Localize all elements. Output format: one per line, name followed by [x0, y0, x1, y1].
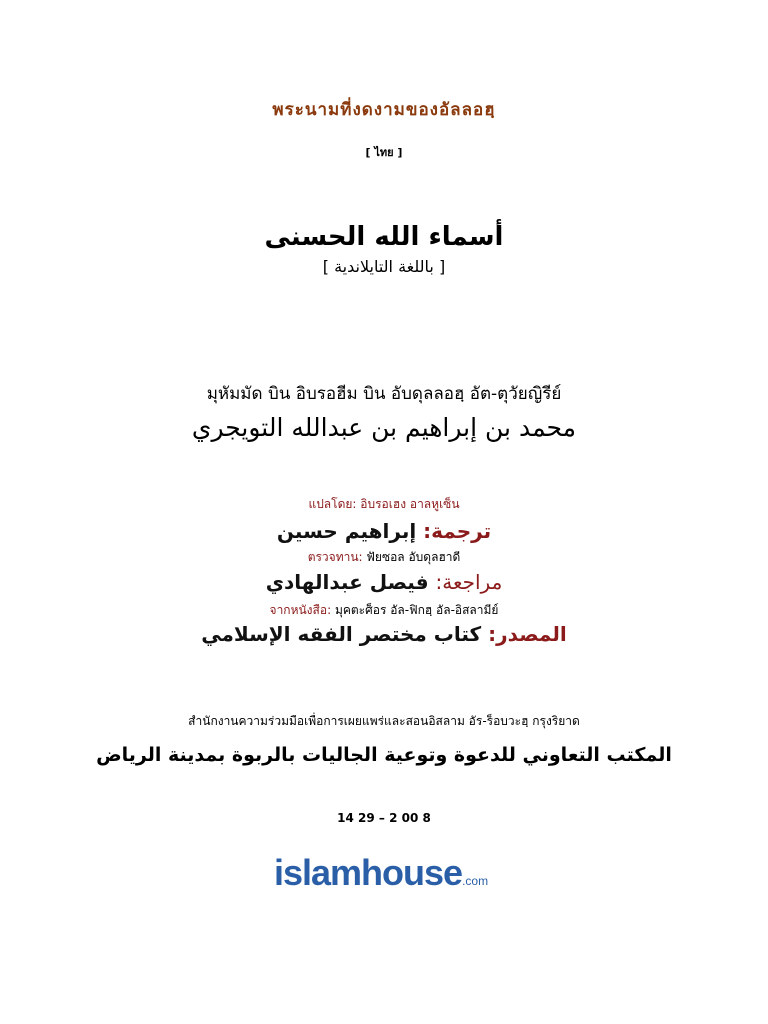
translator-arabic — [0, 519, 768, 543]
thai-title: พระนามที่งดงามของอัลลอฮฺ — [272, 100, 496, 120]
source-label-arabic: المصدر: — [488, 622, 567, 646]
reviewer-arabic — [0, 570, 768, 594]
author-name-arabic: محمد بن إبراهيم بن عبدالله التويجري — [191, 413, 577, 442]
source-thai — [0, 601, 768, 620]
language-label-thai: [ ไทย ] — [365, 146, 403, 159]
reviewer-label-arabic: مراجعة: — [435, 570, 503, 594]
translator-thai: แปลโดย: อิบรอเฮง อาลหูเซ็น — [308, 497, 460, 511]
source-label-thai: จากหนังสือ: — [269, 603, 332, 617]
source-arabic — [0, 622, 768, 646]
logo-wordmark: islamhouse — [274, 852, 463, 893]
language-label-arabic: [ باللغة التايلاندية ] — [322, 257, 446, 276]
publisher-arabic: المكتب التعاوني للدعوة وتوعية الجاليات بالربوة بمدينة الرياض — [96, 744, 672, 766]
source-name-arabic: كتاب مختصر الفقه الإسلامي — [201, 622, 482, 646]
author-name-thai: มุหัมมัด บิน อิบรอฮีม บิน อับดุลลอฮฺ อัต-ตุวัยญิรีย์ — [206, 384, 562, 404]
publisher-thai: สำนักงานความร่วมมือเพื่อการเผยแพร่และสอนอิสลาม อัร-ร็อบวะฮฺ กรุงริยาด — [188, 714, 580, 728]
islamhouse-logo[interactable] — [274, 852, 496, 896]
reviewer-thai — [0, 548, 768, 567]
reviewer-name-thai: ฟัยซอล อับดุลฮาดี — [366, 550, 461, 564]
translator-name-arabic: إبراهيم حسين — [276, 519, 417, 543]
publication-date: 14 29 – 2 00 8 — [337, 811, 431, 825]
reviewer-name-arabic: فيصل عبدالهادي — [265, 570, 429, 594]
source-name-thai: มุคตะศ็อร อัล-ฟิกฮฺ อัล-อิสลามีย์ — [334, 603, 499, 617]
reviewer-label-thai: ตรวจทาน: — [307, 550, 363, 564]
arabic-title: أسماء الله الحسنى — [264, 222, 504, 252]
logo-suffix: .com — [462, 874, 489, 888]
translator-label-arabic: ترجمة: — [423, 519, 492, 543]
